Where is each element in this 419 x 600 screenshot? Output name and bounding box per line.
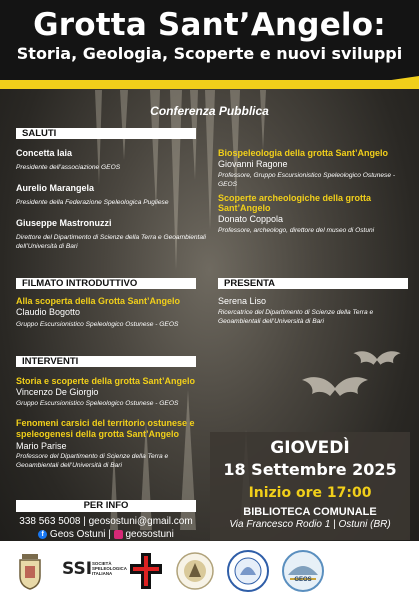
ssi-logo-line: SPELEOLOGICA <box>92 566 127 571</box>
event-venue: BIBLIOTECA COMUNALE <box>243 506 377 518</box>
talk-speaker: Donato Coppola <box>218 214 284 224</box>
ssi-logo <box>62 559 127 595</box>
event-day: GIOVEDÌ <box>270 438 350 458</box>
talk-speaker: Giovanni Ragone <box>218 159 288 169</box>
saluti-person-1 <box>16 148 206 172</box>
talk-title: Biospeleologia della grotta Sant’Angelo <box>218 148 389 158</box>
filmato-desc: Gruppo Escursionistico Speleologico Ostunese - GEOS <box>16 321 179 328</box>
info-contacts: 338 563 5008 | geosostuni@gmail.com <box>19 516 193 527</box>
talk-speaker: Vincenzo De Giorgio <box>16 387 99 397</box>
filmato-block <box>16 296 211 329</box>
ssi-logo-text <box>92 561 127 576</box>
interventi-talk-2 <box>16 418 201 470</box>
event-date: 18 Settembre 2025 <box>223 460 397 479</box>
person-name: Giuseppe Mastronuzzi <box>16 218 112 228</box>
speleo-rescue-logo-icon <box>128 551 164 591</box>
person-desc: Presidente della Federazione Speleologica Pugliese <box>16 199 169 206</box>
bat-icon <box>352 344 402 374</box>
presenta-block <box>218 296 408 326</box>
university-logo-icon <box>226 549 270 593</box>
talk-title: Scoperte archeologiche della grotta Sant’Angelo <box>218 193 372 213</box>
bat-icon <box>300 368 370 408</box>
geos-logo <box>282 549 324 593</box>
saluti-heading: SALUTI <box>16 128 196 139</box>
filmato-speaker: Claudio Bogotto <box>16 307 81 317</box>
event-box <box>210 432 410 540</box>
facebook-icon: f <box>38 530 47 539</box>
city-crest-icon <box>16 552 44 590</box>
talk-desc: Professore, Gruppo Escursionistico Speleologico Ostunese - GEOS <box>218 172 396 188</box>
filmato-title: Alla scoperta della Grotta Sant’Angelo <box>16 296 181 306</box>
interventi-talk-1 <box>16 376 211 408</box>
talk-title: Storia e scoperte della grotta Sant’Angelo <box>16 376 196 386</box>
footer-logos <box>0 541 419 600</box>
presenta-desc: Ricercatrice del Dipartimento di Scienze della Terra e Geoambientali dell’Università di Bari <box>218 309 374 325</box>
page-title: Grotta Sant’Angelo: <box>33 7 386 43</box>
ssi-logo-mark: SSI <box>62 559 93 579</box>
saluti-person-3 <box>16 218 206 251</box>
person-desc: Presidente dell’associazione GEOS <box>16 164 121 171</box>
accent-triangle <box>330 76 419 89</box>
info-social: f Geos Ostuni | geosostuni <box>16 529 196 540</box>
instagram-handle[interactable]: geosostuni <box>125 529 174 540</box>
facebook-handle[interactable]: Geos Ostuni <box>49 529 106 540</box>
right-talk-2 <box>218 193 388 235</box>
presenta-heading: PRESENTA <box>218 278 408 289</box>
talk-desc: Professore, archeologo, direttore del museo di Ostuni <box>218 227 375 234</box>
right-talk-1 <box>218 148 413 189</box>
presenta-speaker: Serena Liso <box>218 296 267 306</box>
talk-speaker: Mario Parise <box>16 441 67 451</box>
info-heading: PER INFO <box>16 500 196 512</box>
ssi-logo-line: SOCIETÀ <box>92 561 112 566</box>
filmato-heading: FILMATO INTRODUTTIVO <box>16 278 196 289</box>
event-time: Inizio ore 17:00 <box>248 485 372 501</box>
person-name: Concetta Iaia <box>16 148 73 158</box>
talk-title: Fenomeni carsici del territorio ostunese e speleogenesi della grotta Sant’Angelo <box>16 418 195 439</box>
person-name: Aurelio Marangela <box>16 183 95 193</box>
conference-label: Conferenza Pubblica <box>150 104 269 118</box>
talk-desc: Professore del Dipartimento di Scienze della Terra e Geoambientali dell’Università di Bari <box>16 453 169 469</box>
event-address: Via Francesco Rodio 1 | Ostuni (BR) <box>229 519 391 530</box>
instagram-icon <box>114 530 123 539</box>
geos-logo-icon <box>282 549 324 593</box>
header <box>0 0 419 80</box>
geos-logo-text: GEOS <box>294 577 312 583</box>
federation-logo-icon <box>175 549 215 593</box>
saluti-person-2 <box>16 183 206 207</box>
person-desc: Direttore del Dipartimento di Scienze della Terra e Geoambientali dell’Università di Bari <box>16 234 206 250</box>
interventi-heading: INTERVENTI <box>16 356 196 367</box>
talk-desc: Gruppo Escursionistico Speleologico Ostunese - GEOS <box>16 400 179 407</box>
page-subtitle: Storia, Geologia, Scoperte e nuovi sviluppi <box>16 44 403 63</box>
ssi-logo-line: ITALIANA <box>92 571 113 576</box>
